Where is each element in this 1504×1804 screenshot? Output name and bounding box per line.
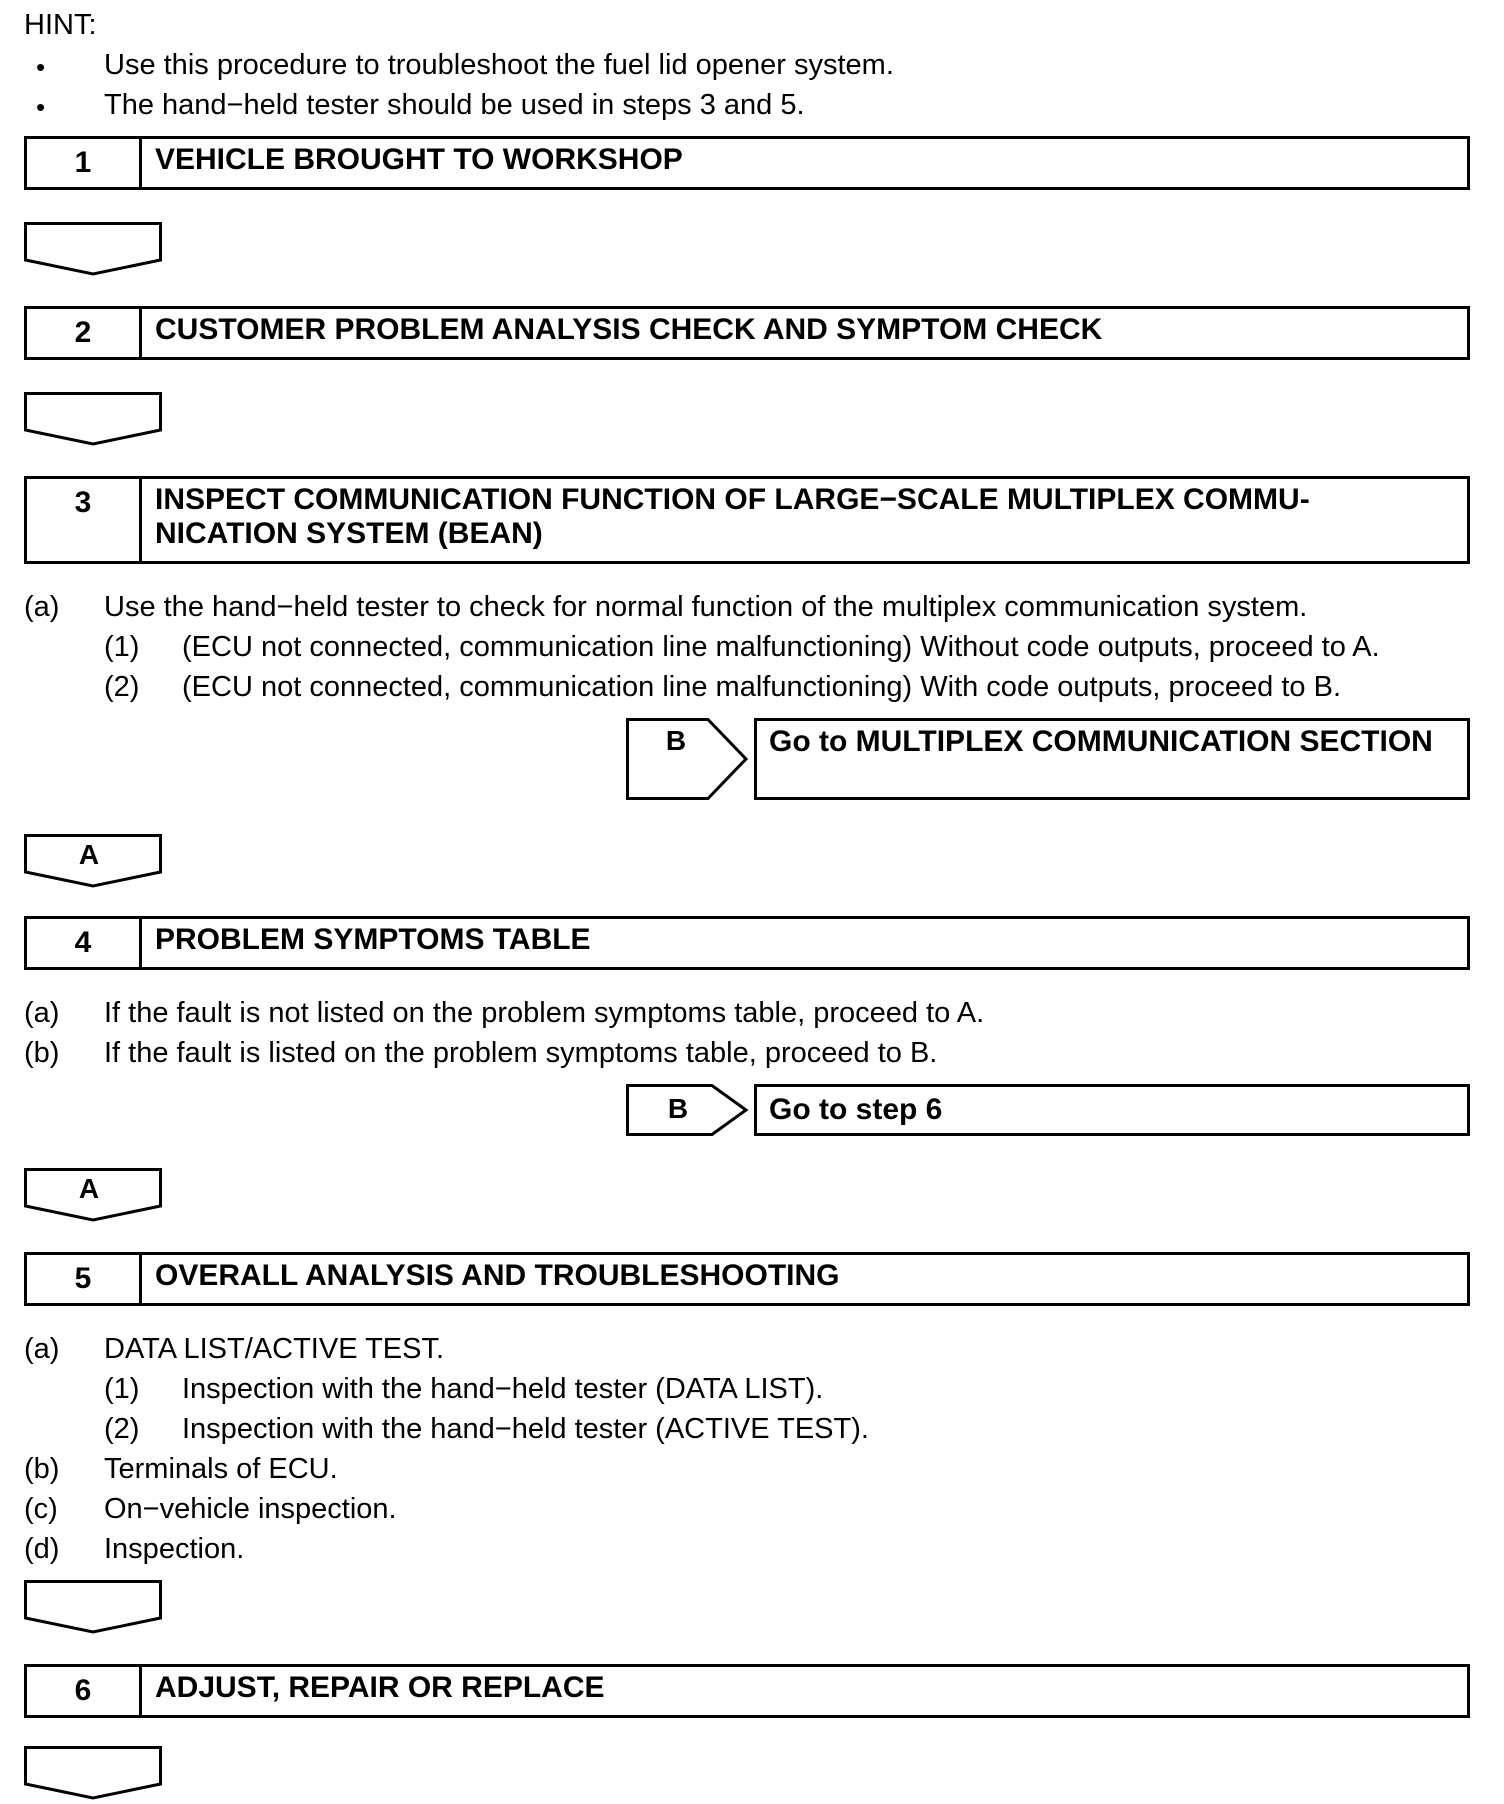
item-marker: (a) [24,1333,60,1365]
down-arrow-icon [24,222,162,278]
item-text: If the fault is not listed on the problem symptoms table, proceed to A. [104,997,985,1029]
branch-b-chevron [626,718,750,800]
flow-label: A [78,1173,100,1204]
down-arrow-icon [24,1746,162,1802]
step-title: CUSTOMER PROBLEM ANALYSIS CHECK AND SYMPTOM CHECK [155,313,1103,346]
step-5-header [24,1252,1470,1306]
item-marker: (b) [24,1037,60,1069]
step-number: 6 [27,1667,142,1715]
branch-label: B [667,1093,689,1124]
sub-item-text: (ECU not connected, communication line malfunctioning) With code outputs, proceed to B. [182,671,1341,703]
step-title: OVERALL ANALYSIS AND TROUBLESHOOTING [155,1259,840,1292]
step-number: 1 [27,139,142,187]
hint-bullet-2: The hand−held tester should be used in steps 3 and 5. [104,89,805,121]
item-marker: (b) [24,1453,60,1485]
hint-label: HINT: [24,9,97,41]
step-2-header [24,306,1470,360]
step-title: PROBLEM SYMPTOMS TABLE [155,923,591,956]
step-number: 3 [27,479,142,561]
step-title: ADJUST, REPAIR OR REPLACE [155,1671,605,1704]
sub-item-text: Inspection with the hand−held tester (ACTIVE TEST). [182,1413,869,1445]
item-text: Inspection. [104,1533,245,1565]
down-arrow-icon [24,392,162,448]
flow-arrow [24,222,162,278]
item-text: If the fault is listed on the problem symptoms table, proceed to B. [104,1037,938,1069]
bullet-dot: • [36,92,46,122]
bullet-dot: • [36,52,46,82]
item-marker: (d) [24,1533,60,1565]
item-text: Use the hand−held tester to check for normal function of the multiplex communication system. [104,591,1308,623]
step-number: 2 [27,309,142,357]
step-title-line-1: INSPECT COMMUNICATION FUNCTION OF LARGE−SCALE MULTIPLEX COMMU- [155,483,1310,516]
step-3-header [24,476,1470,564]
down-arrow-icon [24,1580,162,1636]
step-number: 5 [27,1255,142,1303]
branch-target-text: Go to step 6 [769,1093,943,1126]
branch-target-box [754,718,1470,800]
item-marker: (c) [24,1493,58,1525]
sub-item-marker: (2) [104,1413,140,1445]
sub-item-text: (ECU not connected, communication line malfunctioning) Without code outputs, proceed to A. [182,631,1380,663]
flow-arrow-a [24,834,162,890]
item-marker: (a) [24,591,60,623]
step-number: 4 [27,919,142,967]
step-4-header [24,916,1470,970]
sub-item-marker: (1) [104,631,140,663]
item-marker: (a) [24,997,60,1029]
sub-item-marker: (1) [104,1373,140,1405]
item-text: On−vehicle inspection. [104,1493,397,1525]
flow-label: A [78,839,100,870]
branch-b-chevron [626,1084,750,1136]
flow-arrow [24,392,162,448]
flow-arrow-a [24,1168,162,1224]
step-1-header [24,136,1470,190]
branch-target-text: Go to MULTIPLEX COMMUNICATION SECTION [769,725,1433,758]
sub-item-text: Inspection with the hand−held tester (DATA LIST). [182,1373,824,1405]
sub-item-marker: (2) [104,671,140,703]
branch-label: B [665,725,687,756]
step-title-line-2: NICATION SYSTEM (BEAN) [155,517,543,550]
flow-arrow [24,1746,162,1802]
item-text: DATA LIST/ACTIVE TEST. [104,1333,445,1365]
flow-arrow [24,1580,162,1636]
step-6-header [24,1664,1470,1718]
branch-target-box [754,1084,1470,1136]
step-title: VEHICLE BROUGHT TO WORKSHOP [155,143,683,176]
hint-bullet-1: Use this procedure to troubleshoot the fuel lid opener system. [104,49,894,81]
item-text: Terminals of ECU. [104,1453,338,1485]
